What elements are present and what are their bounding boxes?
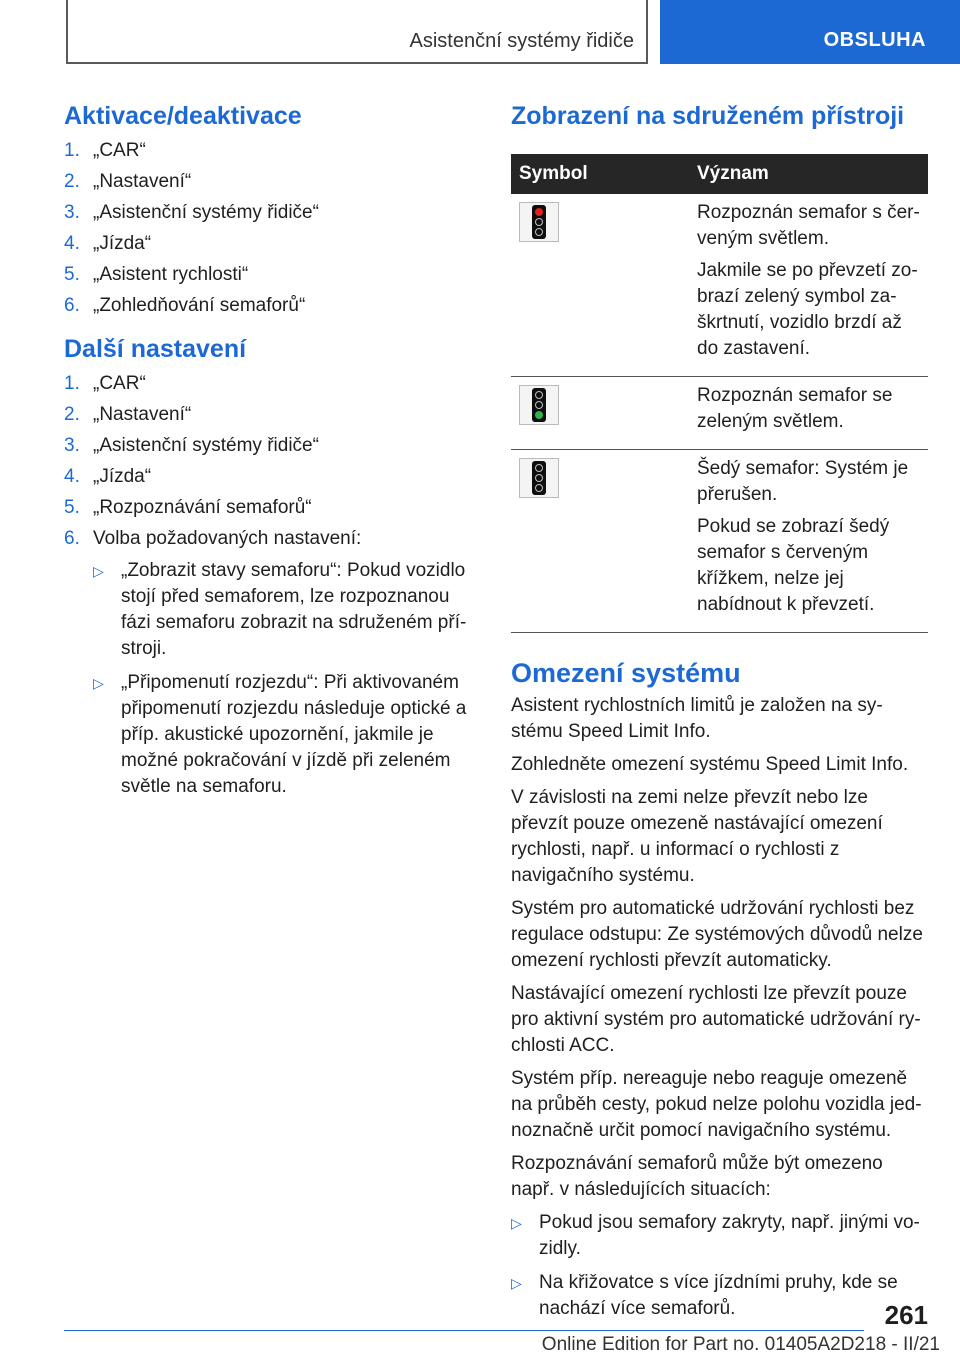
list-item: 6. „Zohledňování semaforů“ [64, 295, 306, 316]
settings-options [93, 558, 470, 800]
list-item: 6. Volba požadovaných nastavení: ▷ „Zobrazit stavy semaforu“: Pokud vozidlo stojí před semaforem, lze rozpoznanou fázi semaforu zobrazit na sdruženém přístroji. ▷ „Připomenutí rozjezdu“: Při aktivovaném připomenutí rozjezdu následuje optické a příp. akustické upozornění, jakmile je možné pokračování v jízdě při zeleném světle na semaforu. [64, 526, 470, 800]
header-chapter-box [66, 0, 648, 64]
list-item: 2. „Nastavení“ [64, 404, 192, 425]
traffic-light-grey-icon [519, 458, 559, 498]
list-item: ▷ „Zobrazit stavy semaforu“: Pokud vozidlo stojí před semaforem, lze rozpoznanou fázi semaforu zobrazit na sdruženém přístroji. [93, 560, 467, 659]
footer-divider [64, 1330, 864, 1331]
list-item: ▷ Pokud jsou semafory zakryty, např. jinými vozidly. [511, 1212, 920, 1259]
list-item: 4. „Jízda“ [64, 233, 152, 254]
table-row: Šedý semafor: Systém je přerušen. Pokud se zobrazí šedý semafor s červeným křížkem, nelze jej nabídnout k převzetí. [511, 450, 928, 633]
symbol-table [511, 154, 928, 633]
triangle-bullet-icon: ▷ [511, 1215, 522, 1231]
system-limits-body: Asistent rychlostních limitů je založen na systému Speed Limit Info. Zohledněte omezení systému Speed Limit Info. V závislosti na zemi nelze převzít nebo lze převzít pouze omezeně nastávající omezení rychlosti, např. u informací o rychlosti z navigačního systému. Systém pro automatické udržování rychlosti bez regulace odstupu: Ze systémových důvodů nelze omezení rychlosti převzít automaticky. Nastávající omezení rychlosti lze převzít pouze pro aktivní systém pro automatické udržování rychlosti ACC. Systém příp. nereaguje nebo reaguje omezeně na průběh cesty, pokud nelze polohu vozidla jednoznačně určit pomocí navigačního systému. Rozpoznávání semaforů může být omezeno např. v následujících situacích: ▷ Pokud jsou semafory zakryty, např. jinými vozidly. ▷ Na křižovatce s více jízdními pruhy, kde se nachází více semaforů. [511, 693, 928, 1322]
list-item: ▷ „Připomenutí rozjezdu“: Při aktivovaném připomenutí rozjezdu následuje optické a příp. akustické upozornění, jakmile je možné pokračování v jízdě při zeleném světle na semaforu. [93, 672, 467, 797]
triangle-bullet-icon: ▷ [93, 563, 104, 579]
list-item: 3. „Asistenční systémy řidiče“ [64, 202, 319, 223]
limit-situations [511, 1210, 928, 1322]
display-heading: Zobrazení na sdruženém přístroji [511, 102, 905, 130]
triangle-bullet-icon: ▷ [93, 675, 104, 691]
traffic-light-green-icon [519, 385, 559, 425]
system-limits-heading: Omezení systému [511, 658, 741, 688]
list-item: 5. „Rozpoznávání semaforů“ [64, 497, 312, 518]
triangle-bullet-icon: ▷ [511, 1275, 522, 1291]
activation-heading: Aktivace/deaktivace [64, 102, 302, 130]
list-item: 4. „Jízda“ [64, 466, 152, 487]
column-header-symbol: Symbol [511, 154, 677, 194]
section-tab-label: OBSLUHA [823, 29, 926, 51]
section-tab[interactable] [660, 0, 960, 64]
page-number: 261 [884, 1300, 928, 1330]
list-item: 3. „Asistenční systémy řidiče“ [64, 435, 319, 456]
traffic-light-red-icon [519, 202, 559, 242]
activation-steps [64, 138, 470, 319]
more-settings-steps [64, 371, 470, 800]
more-settings-heading: Další nastavení [64, 335, 247, 363]
column-header-meaning: Význam [677, 154, 928, 194]
right-column [511, 100, 928, 1330]
table-row: Rozpoznán semafor s červeným světlem. Jakmile se po převzetí zobrazí zelený symbol zaškrtnutí, vozidlo brzdí až do zastavení. [511, 194, 928, 377]
table-row: Rozpoznán semafor se zeleným světlem. [511, 377, 928, 450]
list-item: 1. „CAR“ [64, 140, 146, 161]
list-item: ▷ Na křižovatce s více jízdními pruhy, kde se nachází více semaforů. [511, 1272, 898, 1319]
list-item: 2. „Nastavení“ [64, 171, 192, 192]
list-item: 1. „CAR“ [64, 373, 146, 394]
edition-note: Online Edition for Part no. 01405A2D218 - II/21 [541, 1334, 940, 1355]
left-column [64, 100, 470, 808]
list-item: 5. „Asistent rychlosti“ [64, 264, 249, 285]
chapter-title: Asistenční systémy řidiče [409, 30, 634, 52]
